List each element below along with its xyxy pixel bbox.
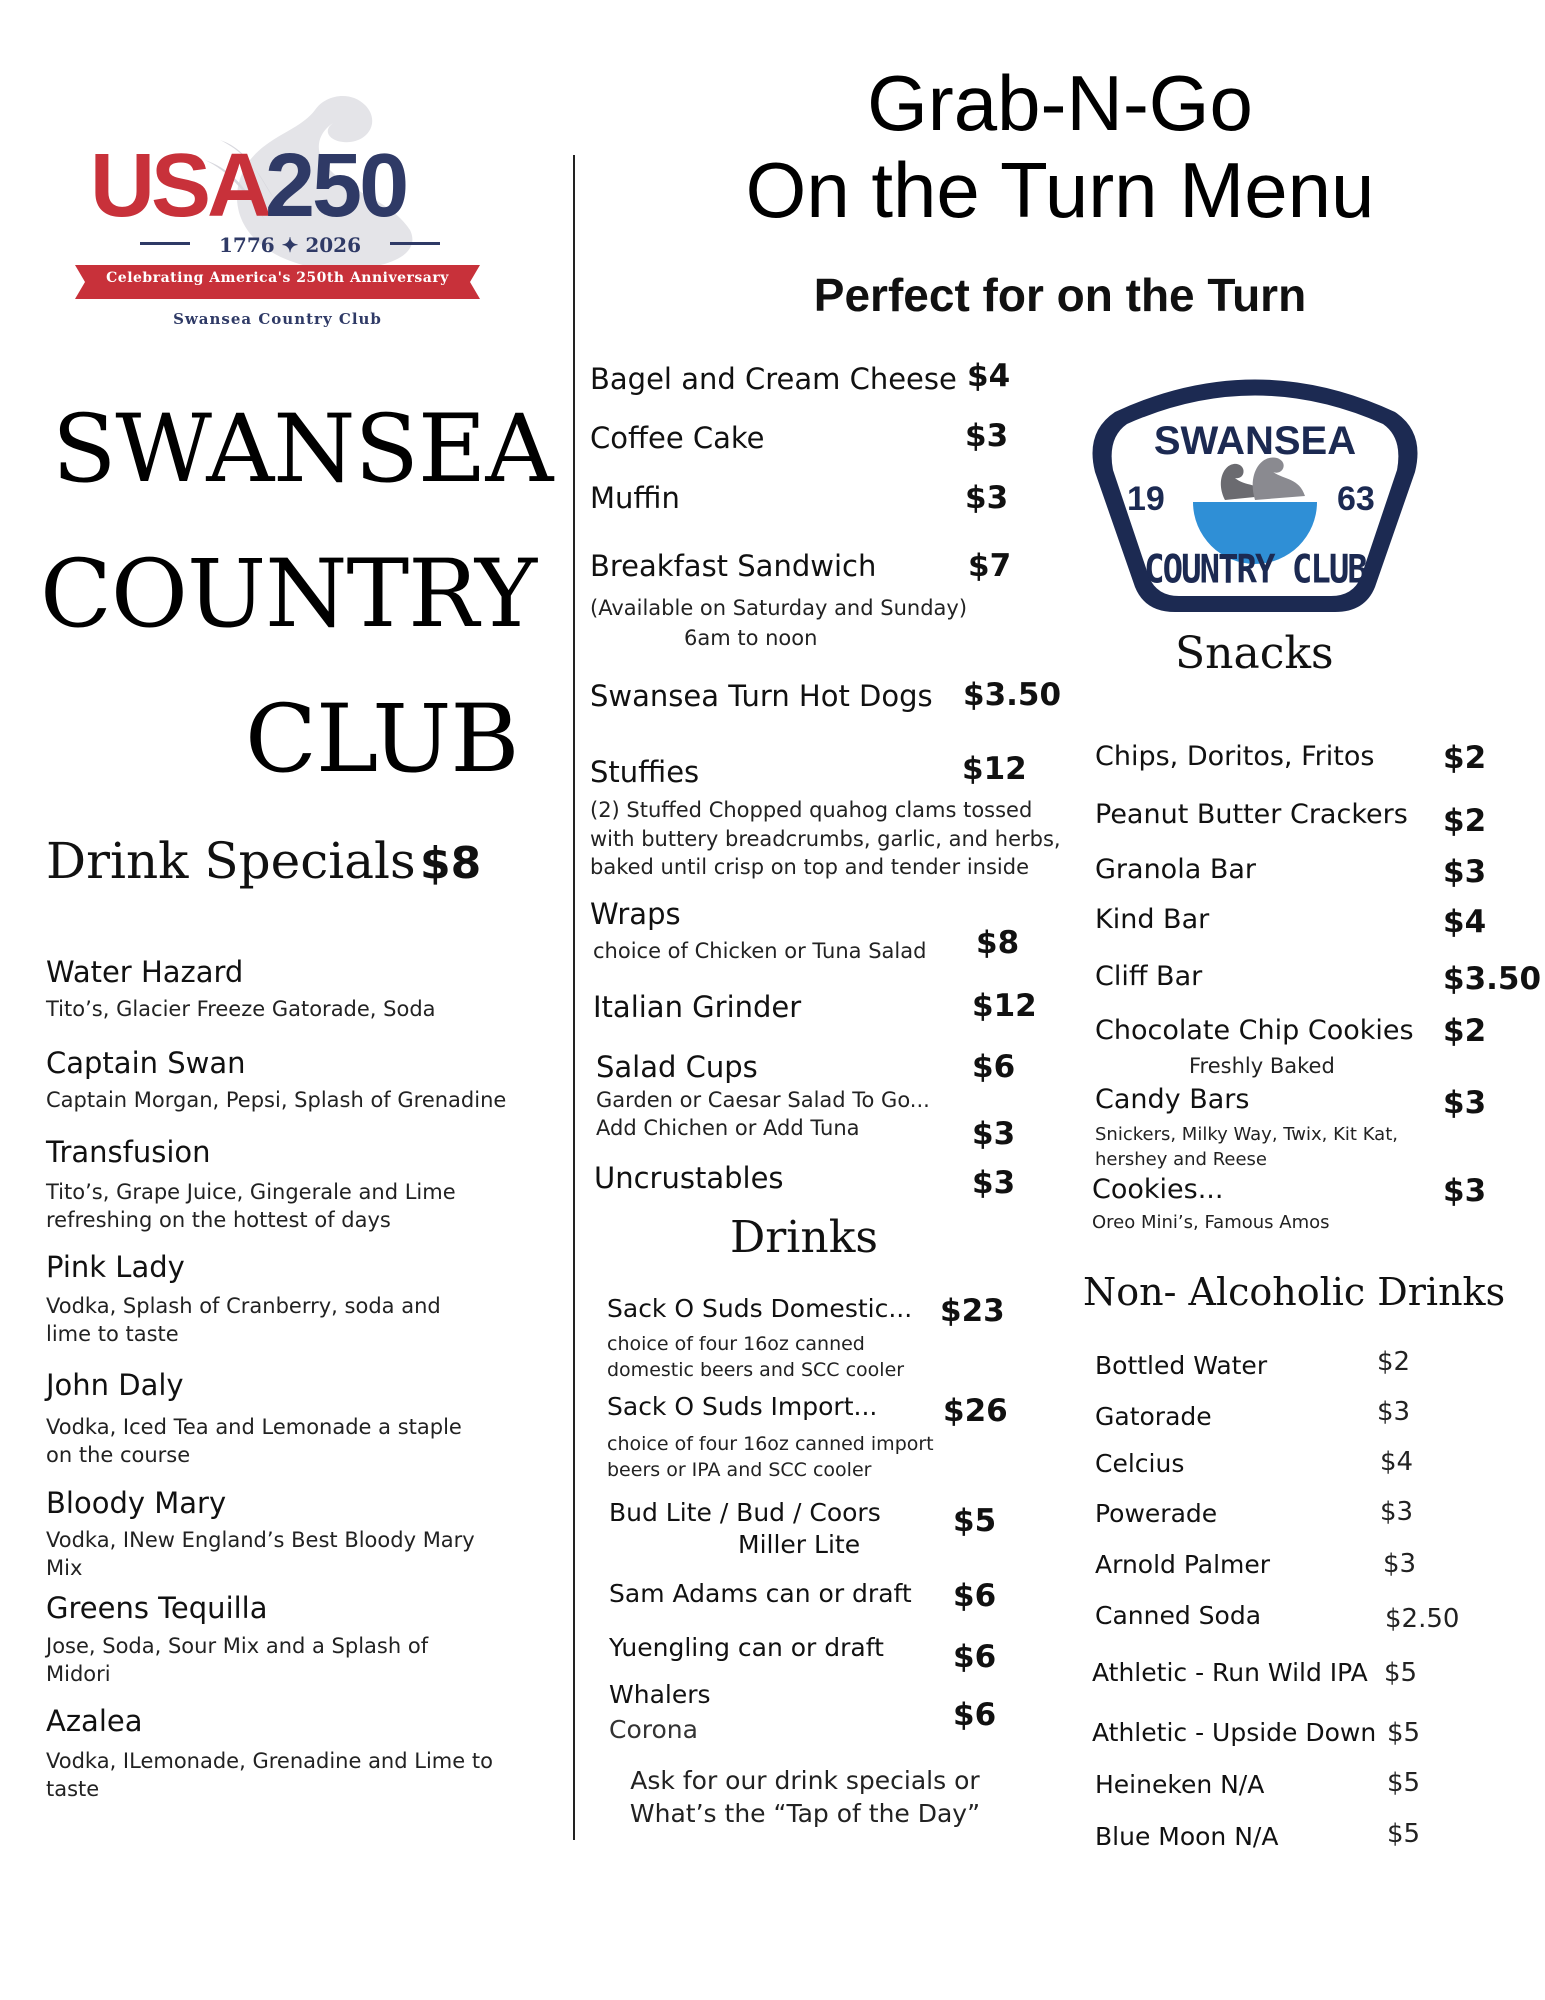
drink-price: $6 — [953, 1639, 997, 1675]
drink-specials-price: $8 — [420, 838, 482, 889]
food-price: $3.50 — [963, 677, 1062, 713]
na-drink-name: Celcius — [1095, 1449, 1185, 1478]
snack-name: Candy Bars — [1095, 1084, 1250, 1115]
drink-name: Bud Lite / Bud / Coors — [609, 1498, 881, 1527]
drink-specials-title: Drink Specials — [46, 832, 416, 890]
special-name: Water Hazard — [46, 955, 244, 989]
food-addon-price: $3 — [972, 1116, 1016, 1152]
special-name: Captain Swan — [46, 1046, 246, 1080]
food-desc: with buttery breadcrumbs, garlic, and herbs, — [590, 827, 1061, 851]
special-name: Greens Tequilla — [46, 1591, 268, 1625]
food-name: Salad Cups — [596, 1050, 758, 1084]
food-price: $3 — [965, 418, 1009, 454]
food-name: Coffee Cake — [590, 421, 765, 455]
special-desc: refreshing on the hottest of days — [46, 1208, 391, 1232]
snack-name: Chocolate Chip Cookies — [1095, 1015, 1414, 1046]
special-desc: lime to taste — [46, 1322, 179, 1346]
drink-price: $26 — [943, 1393, 1008, 1429]
food-price: $3 — [965, 480, 1009, 516]
na-drink-price: $5 — [1384, 1658, 1418, 1688]
special-desc: on the course — [46, 1443, 191, 1467]
drink-desc: domestic beers and SCC cooler — [607, 1359, 905, 1381]
na-drink-price: $2 — [1377, 1347, 1411, 1377]
na-drink-price: $2.50 — [1385, 1604, 1460, 1634]
na-drink-name: Canned Soda — [1095, 1601, 1262, 1630]
na-drink-name: Powerade — [1095, 1499, 1218, 1528]
page-subtitle: Perfect for on the Turn — [813, 269, 1307, 321]
snack-price: $3 — [1443, 1173, 1487, 1209]
food-desc: Add Chichen or Add Tuna — [596, 1116, 860, 1140]
snack-price: $3 — [1443, 854, 1487, 890]
column-divider — [573, 155, 575, 1840]
na-drink-price: $3 — [1380, 1497, 1414, 1527]
na-drink-name: Heineken N/A — [1095, 1770, 1265, 1799]
drink-name-2: Corona — [609, 1715, 698, 1744]
na-drink-price: $3 — [1383, 1549, 1417, 1579]
special-name: Transfusion — [46, 1135, 211, 1169]
food-desc: choice of Chicken or Tuna Salad — [593, 939, 927, 963]
usa-wordmark: USA — [90, 136, 269, 236]
na-drink-name: Arnold Palmer — [1095, 1550, 1271, 1579]
ribbon-text: Celebrating America's 250th Anniversary — [106, 270, 449, 286]
special-desc: Tito’s, Grape Juice, Gingerale and Lime — [46, 1180, 456, 1204]
drink-price: $23 — [940, 1293, 1005, 1329]
food-price: $3 — [972, 1165, 1016, 1201]
special-name: John Daly — [46, 1368, 184, 1402]
food-price: $7 — [968, 548, 1012, 584]
food-name: Muffin — [590, 481, 680, 515]
swansea-badge — [1085, 372, 1425, 622]
snack-price: $2 — [1443, 740, 1487, 776]
snack-desc: hershey and Reese — [1095, 1149, 1268, 1170]
na-drink-price: $3 — [1377, 1397, 1411, 1427]
food-name: Stuffies — [590, 755, 700, 789]
drink-name: Sack O Suds Domestic... — [607, 1294, 913, 1323]
snack-desc: Oreo Mini’s, Famous Amos — [1092, 1212, 1330, 1233]
special-desc: Jose, Soda, Sour Mix and a Splash of — [46, 1634, 429, 1658]
special-desc: Mix — [46, 1556, 83, 1580]
drinks-note-line2: What’s the “Tap of the Day” — [629, 1799, 981, 1828]
food-price: $8 — [976, 925, 1020, 961]
food-price: $12 — [962, 751, 1027, 787]
snack-price: $3.50 — [1443, 961, 1542, 997]
badge-left-year: 19 — [1127, 480, 1165, 518]
drink-price: $6 — [953, 1578, 997, 1614]
food-name: Breakfast Sandwich — [590, 549, 877, 583]
food-name: Bagel and Cream Cheese — [590, 362, 957, 396]
food-price: $12 — [972, 988, 1037, 1024]
food-name: Wraps — [590, 897, 681, 931]
page-title-line1: Grab-N-Go — [867, 59, 1253, 147]
food-name: Swansea Turn Hot Dogs — [590, 679, 933, 713]
snack-desc: Freshly Baked — [1189, 1054, 1335, 1078]
snack-name: Kind Bar — [1095, 904, 1210, 935]
food-desc: baked until crisp on top and tender inside — [590, 855, 1029, 879]
snack-name: Chips, Doritos, Fritos — [1095, 741, 1375, 772]
special-desc: taste — [46, 1777, 100, 1801]
badge-top-text: SWANSEA — [1153, 419, 1357, 463]
na-drink-price: $4 — [1380, 1447, 1414, 1477]
special-desc: Tito’s, Glacier Freeze Gatorade, Soda — [46, 997, 436, 1021]
club-name-line3: CLUB — [245, 685, 519, 794]
drink-desc: choice of four 16oz canned import — [607, 1433, 934, 1455]
drink-desc: beers or IPA and SCC cooler — [607, 1459, 872, 1481]
drink-name: Sack O Suds Import... — [607, 1392, 878, 1421]
club-name-line1: SWANSEA — [52, 395, 553, 504]
drink-price: $6 — [953, 1697, 997, 1733]
na-drink-name: Athletic - Run Wild IPA — [1092, 1658, 1368, 1687]
drink-name: Whalers — [609, 1680, 711, 1709]
years-label: 1776 ✦ 2026 — [218, 233, 361, 257]
na-drink-price: $5 — [1387, 1768, 1421, 1798]
food-desc: (Available on Saturday and Sunday) — [590, 596, 968, 620]
250-wordmark: 250 — [265, 136, 407, 236]
special-desc: Vodka, Splash of Cranberry, soda and — [46, 1294, 441, 1318]
special-name: Pink Lady — [46, 1250, 185, 1284]
snack-name: Peanut Butter Crackers — [1095, 799, 1408, 830]
food-name: Italian Grinder — [593, 990, 802, 1024]
drinks-note-line1: Ask for our drink specials or — [630, 1766, 980, 1795]
na-drink-name: Gatorade — [1095, 1402, 1212, 1431]
usa250-logo — [60, 80, 500, 340]
na-drink-name: Bottled Water — [1095, 1351, 1268, 1380]
drink-price: $5 — [953, 1503, 997, 1539]
snack-name: Cookies... — [1092, 1174, 1224, 1205]
special-desc: Captain Morgan, Pepsi, Splash of Grenadine — [46, 1088, 507, 1112]
na-drink-name: Blue Moon N/A — [1095, 1822, 1279, 1851]
food-desc: Garden or Caesar Salad To Go... — [596, 1088, 930, 1112]
club-name-line2: COUNTRY — [40, 540, 537, 649]
snack-name: Granola Bar — [1095, 854, 1256, 885]
na-drink-price: $5 — [1387, 1819, 1421, 1849]
food-price: $4 — [967, 358, 1011, 394]
snacks-title: Snacks — [1175, 628, 1334, 679]
drink-name-2: Miller Lite — [738, 1530, 861, 1559]
non-alcoholic-title: Non- Alcoholic Drinks — [1083, 1270, 1506, 1314]
na-drink-price: $5 — [1387, 1718, 1421, 1748]
logo-club-name: Swansea Country Club — [173, 310, 382, 328]
drink-name: Sam Adams can or draft — [609, 1579, 912, 1608]
food-price: $6 — [972, 1049, 1016, 1085]
snack-price: $3 — [1443, 1085, 1487, 1121]
special-desc: Vodka, Iced Tea and Lemonade a staple — [46, 1415, 462, 1439]
drink-name: Yuengling can or draft — [609, 1633, 884, 1662]
snack-name: Cliff Bar — [1095, 961, 1203, 992]
special-name: Bloody Mary — [46, 1486, 227, 1520]
badge-right-year: 63 — [1337, 480, 1375, 518]
snack-desc: Snickers, Milky Way, Twix, Kit Kat, — [1095, 1124, 1398, 1145]
food-desc: 6am to noon — [684, 626, 818, 650]
drink-desc: choice of four 16oz canned — [607, 1333, 865, 1355]
food-name: Uncrustables — [594, 1161, 784, 1195]
snack-price: $4 — [1443, 904, 1487, 940]
page-title-line2: On the Turn Menu — [745, 146, 1375, 234]
special-desc: Midori — [46, 1662, 111, 1686]
special-desc: Vodka, INew England’s Best Bloody Mary — [46, 1528, 475, 1552]
drinks-title: Drinks — [730, 1212, 878, 1263]
snack-price: $2 — [1443, 1013, 1487, 1049]
special-name: Azalea — [46, 1704, 143, 1738]
badge-bottom-text: COUNTRY CLUB — [1144, 547, 1366, 593]
na-drink-name: Athletic - Upside Down — [1092, 1718, 1377, 1747]
food-desc: (2) Stuffed Chopped quahog clams tossed — [590, 798, 1033, 822]
special-desc: Vodka, ILemonade, Grenadine and Lime to — [46, 1749, 493, 1773]
snack-price: $2 — [1443, 803, 1487, 839]
